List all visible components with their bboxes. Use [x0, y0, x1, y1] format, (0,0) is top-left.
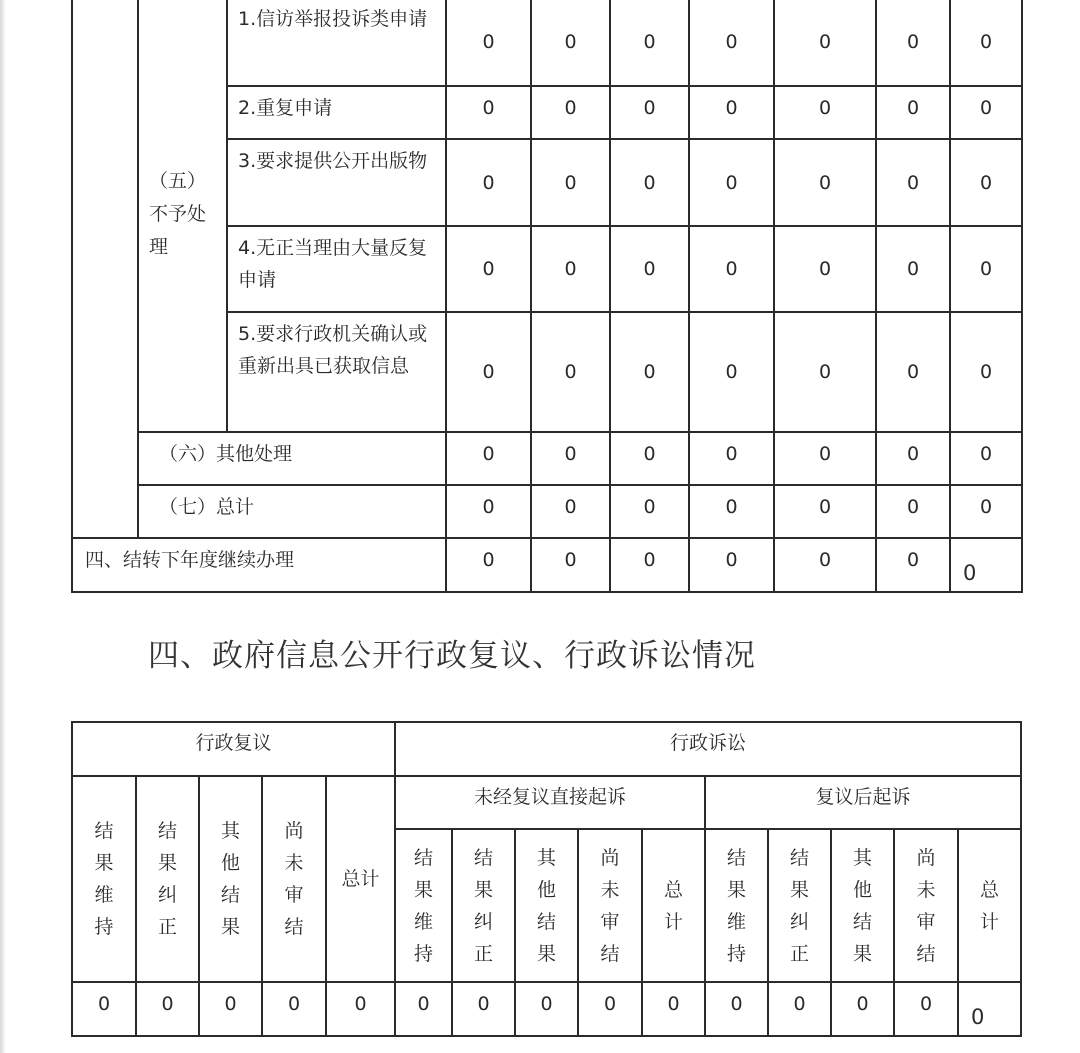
cell-value: 0	[689, 139, 774, 226]
row-label: 4.无正当理由大量反复申请	[227, 226, 446, 312]
cell-value: 0	[446, 86, 531, 139]
cell-value: 0	[531, 485, 610, 538]
cell-value: 0	[950, 485, 1022, 538]
column-header: 结果维持	[72, 776, 136, 982]
cell-value: 0	[950, 0, 1022, 86]
cell-value: 0	[689, 0, 774, 86]
cell-value: 0	[610, 226, 689, 312]
cell-value: 0	[515, 982, 578, 1036]
cell-value: 0	[950, 226, 1022, 312]
cell-value: 0	[768, 982, 831, 1036]
cell-value: 0	[774, 226, 876, 312]
cell-value: 0	[774, 86, 876, 139]
cell-value: 0	[395, 982, 452, 1036]
row-label: （七）总计	[138, 485, 446, 538]
cell-value: 0	[876, 139, 950, 226]
cell-value: 0	[689, 538, 774, 592]
cell-value: 0	[894, 982, 958, 1036]
cell-value: 0	[531, 538, 610, 592]
column-header: 结果维持	[705, 829, 768, 982]
cell-value: 0	[610, 485, 689, 538]
column-header: 总计	[326, 776, 395, 982]
column-header: 其他结果	[515, 829, 578, 982]
table-row	[72, 0, 1022, 86]
cell-value: 0	[446, 0, 531, 86]
column-header: 尚未审结	[894, 829, 958, 982]
cell-value: 0	[876, 0, 950, 86]
column-header: 结果维持	[395, 829, 452, 982]
page-edge-shadow	[0, 0, 6, 1053]
cell-value: 0	[610, 86, 689, 139]
cell-value: 0	[705, 982, 768, 1036]
cell-value: 0	[199, 982, 262, 1036]
row-label: 四、结转下年度继续办理	[72, 538, 446, 592]
cell-value: 0	[136, 982, 199, 1036]
table-row	[72, 776, 1021, 829]
row-label: 3.要求提供公开出版物	[227, 139, 446, 226]
cell-value: 0	[689, 312, 774, 432]
cell-value: 0	[950, 538, 1022, 592]
cell-value: 0	[774, 312, 876, 432]
cell-value: 0	[876, 538, 950, 592]
cell-value: 0	[610, 432, 689, 485]
cell-value: 0	[689, 485, 774, 538]
table-row	[72, 538, 1022, 592]
cell-value: 0	[531, 0, 610, 86]
after-review-suit-header: 复议后起诉	[705, 776, 1021, 829]
column-header: 结果纠正	[136, 776, 199, 982]
cell-value: 0	[876, 86, 950, 139]
cell-value: 0	[642, 982, 705, 1036]
cell-value: 0	[610, 0, 689, 86]
column-header: 总计	[642, 829, 705, 982]
row-label: 5.要求行政机关确认或重新出具已获取信息	[227, 312, 446, 432]
cell-value: 0	[446, 432, 531, 485]
cell-value: 0	[689, 86, 774, 139]
admin-litigation-header: 行政诉讼	[395, 722, 1021, 776]
cell-value: 0	[950, 432, 1022, 485]
cell-value: 0	[876, 432, 950, 485]
cell-value: 0	[452, 982, 515, 1036]
outer-category-cell	[72, 0, 138, 538]
cell-value: 0	[958, 982, 1021, 1036]
application-handling-table	[71, 0, 1023, 593]
row-label: 2.重复申请	[227, 86, 446, 139]
group5-label: （五）不予处理	[138, 0, 227, 432]
cell-value: 0	[446, 312, 531, 432]
cell-value: 0	[578, 982, 642, 1036]
row-label: （六）其他处理	[138, 432, 446, 485]
cell-value: 0	[876, 312, 950, 432]
cell-value: 0	[531, 139, 610, 226]
cell-value: 0	[950, 86, 1022, 139]
column-header: 尚未审结	[262, 776, 326, 982]
cell-value: 0	[831, 982, 894, 1036]
section-heading: 四、政府信息公开行政复议、行政诉讼情况	[148, 638, 756, 674]
cell-value: 0	[531, 226, 610, 312]
table-row	[72, 485, 1022, 538]
column-header: 结果纠正	[452, 829, 515, 982]
cell-value: 0	[774, 485, 876, 538]
cell-value: 0	[774, 432, 876, 485]
row-label: 1.信访举报投诉类申请	[227, 0, 446, 86]
admin-review-header: 行政复议	[72, 722, 395, 776]
cell-value: 0	[610, 538, 689, 592]
cell-value: 0	[774, 139, 876, 226]
cell-value: 0	[446, 226, 531, 312]
cell-value: 0	[72, 982, 136, 1036]
cell-value: 0	[446, 139, 531, 226]
cell-value: 0	[876, 485, 950, 538]
cell-value: 0	[610, 139, 689, 226]
table-row	[72, 722, 1021, 776]
table-row	[72, 432, 1022, 485]
cell-value: 0	[531, 312, 610, 432]
column-header: 其他结果	[831, 829, 894, 982]
cell-value: 0	[531, 432, 610, 485]
column-header: 总计	[958, 829, 1021, 982]
cell-value: 0	[689, 226, 774, 312]
cell-value: 0	[950, 312, 1022, 432]
cell-value: 0	[689, 432, 774, 485]
cell-value: 0	[531, 86, 610, 139]
column-header: 尚未审结	[578, 829, 642, 982]
cell-value: 0	[262, 982, 326, 1036]
direct-suit-header: 未经复议直接起诉	[395, 776, 705, 829]
cell-value: 0	[876, 226, 950, 312]
column-header: 结果纠正	[768, 829, 831, 982]
cell-value: 0	[950, 139, 1022, 226]
cell-value: 0	[446, 485, 531, 538]
cell-value: 0	[446, 538, 531, 592]
cell-value: 0	[774, 0, 876, 86]
cell-value: 0	[774, 538, 876, 592]
table-row	[72, 982, 1021, 1036]
review-litigation-table	[71, 721, 1022, 1037]
cell-value: 0	[610, 312, 689, 432]
cell-value: 0	[326, 982, 395, 1036]
column-header: 其他结果	[199, 776, 262, 982]
